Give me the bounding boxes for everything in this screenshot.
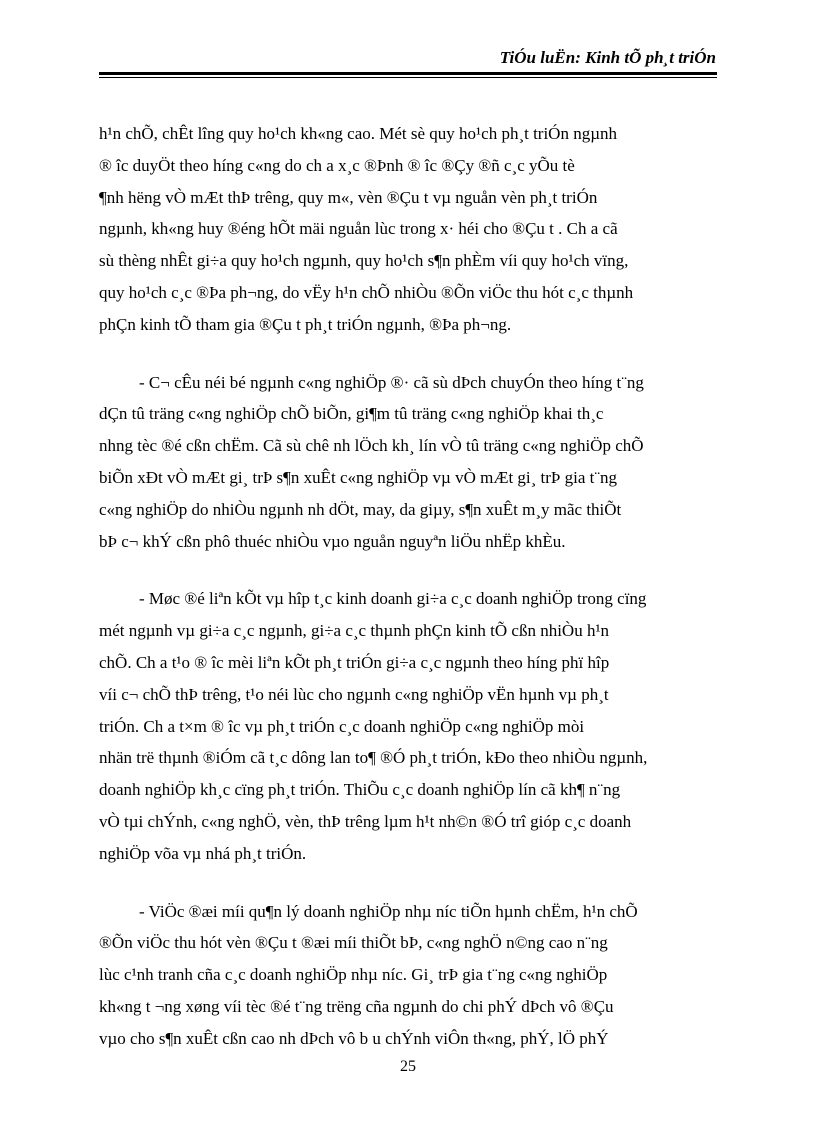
- text-line: nhän trë thµnh ®iÓm cã t¸c dông lan to¶ ®Ó ph¸t triÓn, kÐo theo nhiÒu ngµnh,: [99, 748, 648, 768]
- text-line: - ViÖc ®æi míi qu¶n lý doanh nghiÖp nhµ níc tiÕn hµnh chËm, h¹n chÕ: [139, 901, 638, 921]
- text-line: ® îc duyÖt theo híng c«ng do ch a x¸c ®Þnh ® îc ®Çy ®ñ c¸c yÕu tè: [99, 155, 575, 175]
- text-line: víi c¬ chÕ thÞ trêng, t¹o néi lùc cho ngµnh c«ng nghiÖp vËn hµnh vµ ph¸t: [99, 684, 609, 704]
- page-number: 25: [400, 1058, 416, 1075]
- header-rule-thick: [99, 72, 717, 75]
- text-line: ®Õn viÖc thu hót vèn ®Çu t ®æi míi thiÕt bÞ, c«ng nghÖ n©ng cao n¨ng: [99, 933, 608, 953]
- text-line: h¹n chÕ, chÊt lîng quy ho¹ch kh«ng cao. Mét sè quy ho¹ch ph¸t triÓn ngµnh: [99, 124, 618, 143]
- text-line: quy ho¹ch c¸c ®Þa ph¬ng, do vËy h¹n chÕ nhiÒu ®Õn viÖc thu hót c¸c thµnh: [99, 282, 634, 302]
- text-line: vµo cho s¶n xuÊt cßn cao nh dÞch vô b u chÝnh viÔn th«ng, phÝ, lÖ phÝ: [99, 1028, 609, 1048]
- text-line: dÇn tû träng c«ng nghiÖp chÕ biÕn, gi¶m tû träng c«ng nghiÖp khai th¸c: [99, 404, 604, 424]
- text-line: ngµnh, kh«ng huy ®éng hÕt mäi nguån lùc trong x· héi cho ®Çu t . Ch a cã: [99, 219, 618, 239]
- text-line: sù thèng nhÊt gi÷a quy ho¹ch ngµnh, quy ho¹ch s¶n phÈm víi quy ho¹ch vïng,: [99, 251, 629, 271]
- text-line: lùc c¹nh tranh cña c¸c doanh nghiÖp nhµ níc. Gi¸ trÞ gia t¨ng c«ng nghiÖp: [99, 965, 608, 985]
- text-line: biÕn xÐt vÒ mÆt gi¸ trÞ s¶n xuÊt c«ng nghiÖp vµ vÒ mÆt gi¸ trÞ gia t¨ng: [99, 467, 618, 487]
- paragraph: [99, 896, 717, 1055]
- header-rule-thin: [99, 77, 717, 78]
- text-line: - Møc ®é liªn kÕt vµ hîp t¸c kinh doanh gi÷a c¸c doanh nghiÖp trong cïng: [139, 589, 647, 609]
- text-line: kh«ng t ¬ng xøng víi tèc ®é t¨ng trëng cña ngµnh do chi phÝ dÞch vô ®Çu: [99, 996, 614, 1016]
- paragraph: [99, 118, 717, 341]
- running-header: TiÓu luËn: Kinh tÕ ph¸t triÓn: [499, 48, 716, 67]
- text-line: nghiÖp võa vµ nhá ph¸t triÓn.: [99, 843, 307, 863]
- text-line: triÓn. Ch a t×m ® îc vµ ph¸t triÓn c¸c doanh nghiÖp c«ng nghiÖp mòi: [99, 716, 585, 736]
- body-text: [99, 118, 717, 1081]
- text-line: phÇn kinh tÕ tham gia ®Çu t ph¸t triÓn ngµnh, ®Þa ph¬ng.: [99, 314, 512, 334]
- text-line: doanh nghiÖp kh¸c cïng ph¸t triÓn. ThiÕu c¸c doanh nghiÖp lín cã kh¶ n¨ng: [99, 780, 621, 800]
- paragraph: [99, 583, 717, 869]
- text-line: chÕ. Ch a t¹o ® îc mèi liªn kÕt ph¸t triÓn gi÷a c¸c ngµnh theo híng phï hîp: [99, 652, 610, 672]
- text-line: mét ngµnh vµ gi÷a c¸c ngµnh, gi÷a c¸c thµnh phÇn kinh tÕ cßn nhiÒu h¹n: [99, 621, 610, 641]
- text-line: nhng tèc ®é cßn chËm. Cã sù chê nh lÖch kh¸ lín vÒ tû träng c«ng nghiÖp chÕ: [99, 436, 644, 456]
- text-line: bÞ c¬ khÝ cßn phô thuéc nhiÒu vµo nguån nguyªn liÖu nhËp khÈu.: [99, 531, 566, 551]
- text-line: - C¬ cÊu néi bé ngµnh c«ng nghiÖp ®· cã sù dÞch chuyÓn theo híng t¨ng: [139, 372, 644, 392]
- text-line: vÒ tµi chÝnh, c«ng nghÖ, vèn, thÞ trêng lµm h¹t nh©n ®Ó trî gióp c¸c doanh: [99, 811, 632, 831]
- text-line: c«ng nghiÖp do nhiÒu ngµnh nh dÖt, may, da giµy, s¶n xuÊt m¸y mãc thiÕt: [99, 499, 622, 519]
- text-line: ¶nh hëng vÒ mÆt thÞ trêng, quy m«, vèn ®Çu t vµ nguån vèn ph¸t triÓn: [99, 187, 598, 207]
- paragraph: [99, 367, 717, 558]
